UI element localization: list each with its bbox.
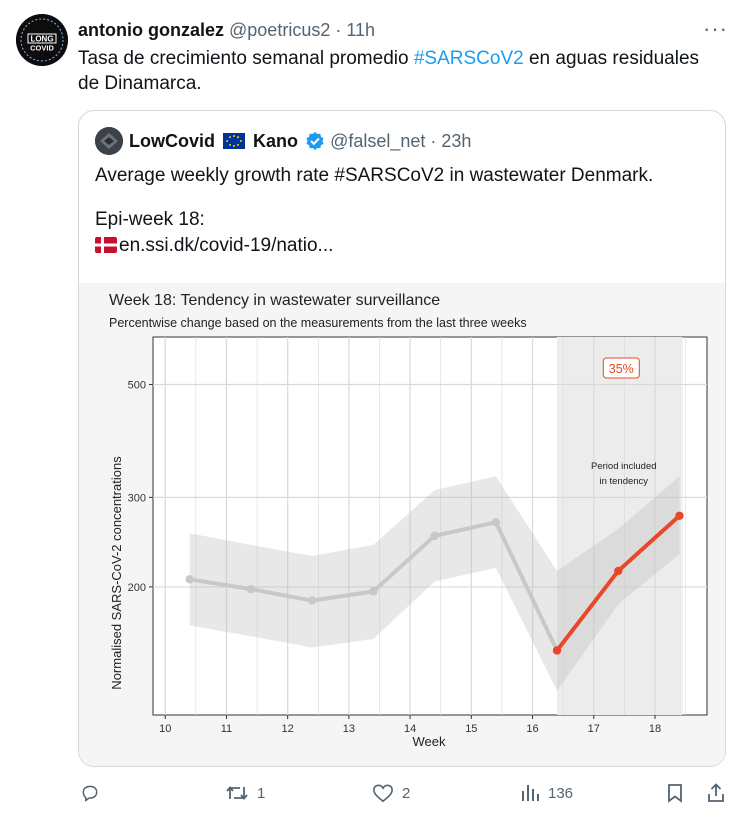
quoted-separator-dot: · xyxy=(425,131,442,151)
x-tick-label: 17 xyxy=(587,723,600,735)
x-tick-label: 18 xyxy=(648,723,662,735)
denmark-flag-icon xyxy=(95,237,117,253)
quoted-author-handle[interactable]: @falsel_net xyxy=(330,131,426,151)
share-button[interactable] xyxy=(706,783,734,803)
x-axis-label: Week xyxy=(412,734,446,749)
x-tick-label: 12 xyxy=(281,723,294,735)
x-tick-label: 14 xyxy=(403,723,417,735)
reply-button[interactable] xyxy=(80,783,108,803)
tweet-text-after: en aguas residuales de Dinamarca. xyxy=(78,48,700,94)
plot-area xyxy=(128,337,707,735)
data-point xyxy=(308,596,316,604)
like-button[interactable] xyxy=(372,783,410,803)
data-point xyxy=(369,587,377,595)
chart-image[interactable] xyxy=(79,283,725,766)
growth-badge: 35% xyxy=(608,362,634,376)
quoted-author-name-1[interactable]: LowCovid xyxy=(129,131,215,151)
bookmark-icon xyxy=(666,783,684,803)
tweet-text xyxy=(78,46,718,96)
eu-flag-icon xyxy=(223,133,245,149)
heart-icon xyxy=(372,783,394,803)
views-count: 136 xyxy=(548,784,574,802)
author-name[interactable]: antonio gonzalez xyxy=(78,20,224,40)
data-point xyxy=(186,575,194,583)
y-tick-label: 200 xyxy=(127,581,146,594)
data-point xyxy=(553,646,561,654)
quoted-author-avatar[interactable] xyxy=(95,127,123,155)
share-icon xyxy=(706,783,726,803)
quoted-header xyxy=(129,131,471,152)
y-tick-label: 500 xyxy=(127,379,146,392)
verified-badge-icon xyxy=(305,131,325,151)
quoted-author-name-2[interactable]: Kano xyxy=(253,131,299,151)
quoted-blank-line xyxy=(95,189,705,207)
action-bar xyxy=(0,783,750,811)
quoted-time[interactable]: 23h xyxy=(441,131,472,151)
chart-title: Week 18: Tendency in wastewater surveillance xyxy=(109,292,441,309)
ssi-link[interactable]: en.ssi.dk/covid-19/natio... xyxy=(119,235,334,256)
chart-subtitle: Percentwise change based on the measurements from the last three weeks xyxy=(109,316,527,330)
views-button[interactable] xyxy=(520,783,573,803)
quoted-text xyxy=(95,163,705,259)
repost-icon xyxy=(225,783,249,803)
tweet-text-before: Tasa de crecimiento semanal promedio xyxy=(78,48,414,69)
like-count: 2 xyxy=(402,784,411,802)
repost-count: 1 xyxy=(257,784,266,802)
data-point xyxy=(247,585,255,593)
period-label-2: in tendency xyxy=(599,476,649,487)
quoted-line-2: Epi-week 18: xyxy=(95,209,205,230)
author-avatar[interactable] xyxy=(16,14,68,66)
data-point xyxy=(492,518,500,526)
views-bar-chart-icon xyxy=(520,783,540,803)
avatar-text-1: LONG xyxy=(30,34,54,44)
y-axis-label: Normalised SARS-CoV-2 concentrations xyxy=(109,456,124,690)
y-tick-label: 300 xyxy=(127,492,146,505)
x-tick-label: 11 xyxy=(220,723,233,735)
avatar-text-2: COVID xyxy=(30,43,54,53)
dark-tile-avatar-icon xyxy=(95,127,123,155)
quoted-line-3 xyxy=(95,233,705,259)
quoted-line-1: Average weekly growth rate #SARSCoV2 in wastewater Denmark. xyxy=(95,165,654,186)
hashtag-link[interactable]: #SARSCoV2 xyxy=(413,48,524,69)
separator-dot: · xyxy=(330,20,347,40)
author-handle[interactable]: @poetricus2 xyxy=(229,20,331,40)
x-tick-label: 10 xyxy=(159,723,172,735)
data-point xyxy=(675,512,683,520)
repost-button[interactable] xyxy=(225,783,265,803)
more-options-button[interactable]: ··· xyxy=(703,16,728,41)
tweet-header xyxy=(78,20,375,41)
x-tick-label: 16 xyxy=(526,723,539,735)
data-point xyxy=(430,532,438,540)
x-tick-label: 15 xyxy=(465,723,478,735)
period-label-1: Period included xyxy=(591,461,657,472)
bookmark-button[interactable] xyxy=(666,783,692,803)
tweet-time[interactable]: 11h xyxy=(346,20,376,40)
wastewater-chart xyxy=(79,283,725,766)
data-point xyxy=(614,567,622,575)
long-covid-logo-icon xyxy=(16,14,68,66)
quoted-tweet[interactable] xyxy=(78,110,726,767)
reply-icon xyxy=(80,783,100,803)
x-tick-label: 13 xyxy=(342,723,356,735)
